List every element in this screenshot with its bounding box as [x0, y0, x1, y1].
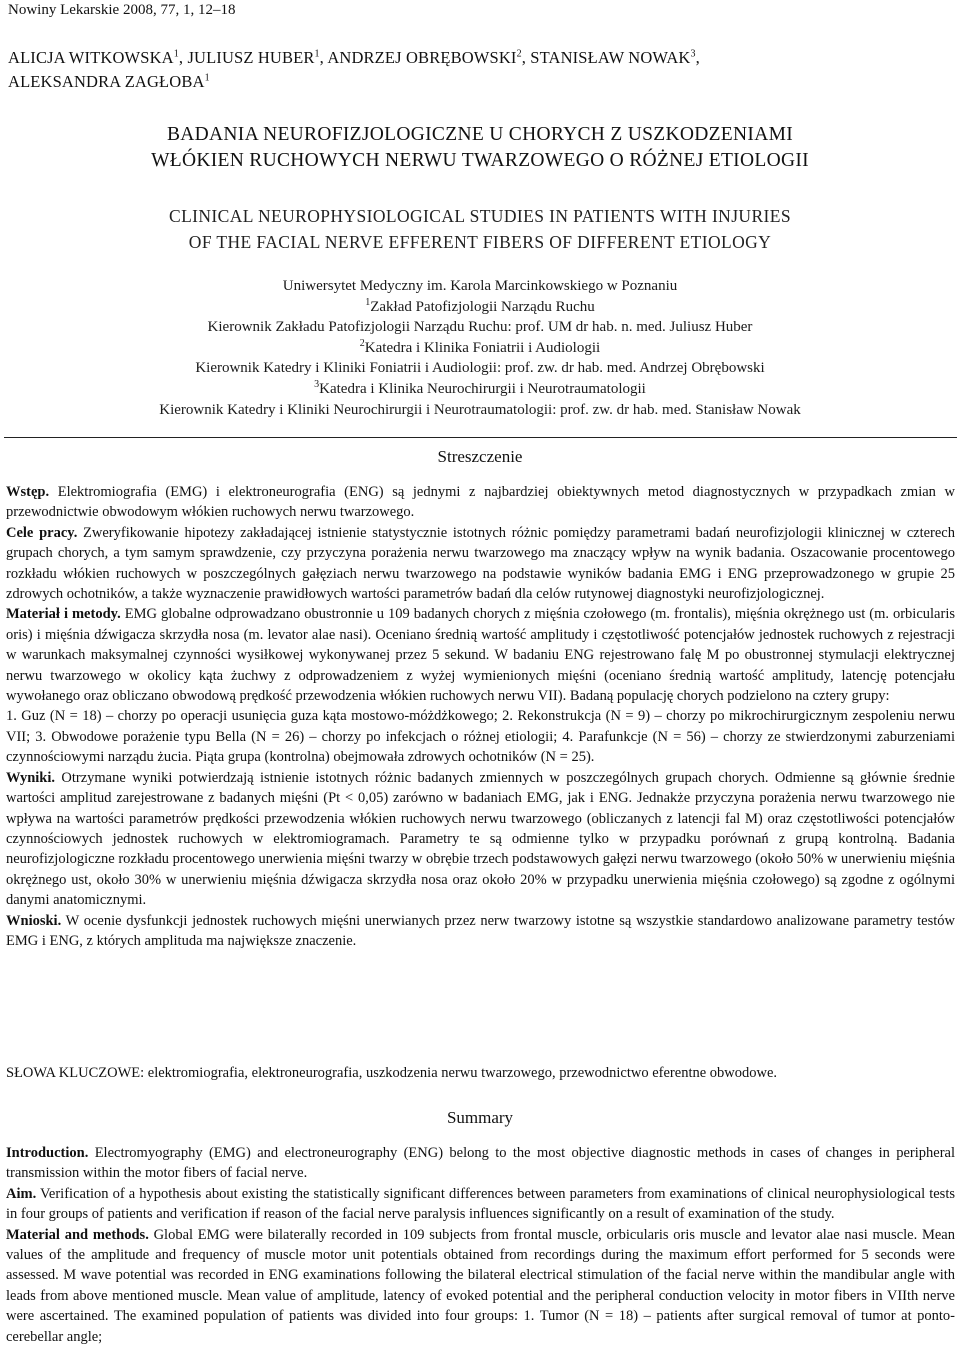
- title-polish-line: WŁÓKIEN RUCHOWYCH NERWU TWARZOWEGO O RÓŻNEJ ETIOLOGII: [151, 150, 809, 171]
- paragraph-text: Global EMG were bilaterally recorded in 109 subjects from frontal muscle, orbicularis oris muscle and levator alae nasi muscle. Mean values of the amplitude and frequency of muscle motor unit potentials obtained from recordings during the maximum effort performed for 5 seconds were assessed. M wave potential was recorded in ENG examinations following the bilateral electrical stimulation of the facial nerve within the mandibular angle with leads from above mentioned muscle. Mean value of amplitude, latency of evoked potential and the peripheral conduction velocity in motor fibers in VIIth nerve were ascertained. The examined population of patients was divided into four groups: 1. Tumor (N = 18) – patients after surgical removal of tumor at ponto-cerebellar angle;: [6, 1226, 955, 1345]
- author-separator: ,: [695, 48, 700, 67]
- abstract-paragraph: [6, 482, 955, 523]
- abstract-paragraph: [6, 1184, 955, 1225]
- paragraph-label: Material and methods.: [6, 1226, 149, 1243]
- title-english: [0, 203, 960, 255]
- affiliation-mark: 3: [314, 378, 320, 390]
- title-english-line: OF THE FACIAL NERVE EFFERENT FIBERS OF DIFFERENT ETIOLOGY: [188, 232, 772, 252]
- section-divider: [4, 437, 957, 438]
- abstract-paragraph: [6, 604, 955, 706]
- abstract-heading-english: Summary: [446, 1108, 514, 1127]
- author-name: STANISŁAW NOWAK: [530, 48, 691, 67]
- paragraph-text: Zweryfikowanie hipotezy zakładającej istnienie statystycznie istotnych różnic pomiędzy parametrami badań neurofizjologii klinicznej w czterech grupach chorych, a tym samym sprawdzenie, czy przyczyna porażenia nerwu twarzowego ma znaczący wpływ na wynik badania. Oszacowanie procentowego rozkładu włókien ruchowych w poszczególnych gałęziach nerwu twarzowego na podstawie wyników badania EMG i ENG przeprowadzonego w grupie 25 zdrowych ochotników, a także wyznaczenie prawidłowych wartości parametrów badań dla celów rutynowej diagnostyki neurofizjologicznej.: [6, 524, 955, 603]
- abstract-english: [6, 1143, 955, 1347]
- author-affiliation-mark: 1: [314, 48, 320, 60]
- author-name: ALICJA WITKOWSKA: [8, 48, 174, 67]
- title-polish-line: BADANIA NEUROFIZJOLOGICZNE U CHORYCH Z USZKODZENIAMI: [166, 124, 794, 145]
- author-affiliation-mark: 1: [173, 48, 179, 60]
- author-name: JULIUSZ HUBER: [187, 48, 315, 67]
- paragraph-label: Cele pracy.: [6, 524, 78, 541]
- author-separator: ,: [521, 48, 531, 67]
- abstract-paragraph: [6, 768, 955, 911]
- abstract-polish: [6, 482, 955, 951]
- author-affiliation-mark: 3: [690, 48, 696, 60]
- title-english-line: CLINICAL NEUROPHYSIOLOGICAL STUDIES IN PATIENTS WITH INJURIES: [169, 206, 791, 226]
- paragraph-text: Verification of a hypothesis about existing the statistically significant differences between parameters from examinations of clinical neurophysiological tests in four groups of patients and verification if reason of the facial nerve paralysis influences significantly on a result of examination of the study.: [6, 1185, 955, 1223]
- department-3: [0, 379, 960, 400]
- paragraph-label: Wstęp.: [6, 484, 50, 500]
- abstract-paragraph: [6, 1225, 955, 1347]
- keywords: SŁOWA KLUCZOWE: elektromiografia, elektroneurografia, uszkodzenia nerwu twarzowego, przewodnictwo eferentne obwodowe.: [6, 1065, 778, 1081]
- department-name: Zakład Patofizjologii Narządu Ruchu: [370, 298, 595, 315]
- university-name: Uniwersytet Medyczny im. Karola Marcinkowskiego w Poznaniu: [282, 278, 678, 294]
- department-1: [0, 297, 960, 318]
- department-2-head: Kierownik Katedry i Kliniki Foniatrii i Audiologii: prof. zw. dr hab. med. Andrzej Obrębowski: [195, 360, 765, 377]
- paragraph-text: Otrzymane wyniki potwierdzają istnienie istotnych różnic badanych zmiennych w poszczególnych grupach chorych. Odmienne są głównie średnie wartości amplitud zarejestrowane z badanych mięśni (Pt < 0,05) zarówno w badaniach EMG, jak i ENG. Jednakże przyczyna porażenia nerwu twarzowego nie wpływa na wartości parametrów prędkości przewodzenia włókien ruchowych nerwu twarzowego (obliczanych z latencji fal M) oraz częstotliwości potencjałów czynnościowych jednostek ruchowych w elektromiogramach. Parametry te są odmienne tylko w przypadku porównań z grupą kontrolną. Badania neurofizjologiczne rozkładu procentowego unerwienia mięśni twarzy w obrębie trzech podstawowych gałęzi nerwu twarzowego (około 50% w unerwieniu mięśnia okrężnego ust, około 30% w unerwieniu mięśnia dźwigacza skrzydła nosa oraz około 20% w przypadku unerwienia mięśnia czołowego) są zgodne z ogólnymi danymi anatomicznymi.: [6, 769, 956, 909]
- author-separator: ,: [319, 48, 328, 67]
- journal-reference: Nowiny Lekarskie 2008, 77, 1, 12–18: [8, 2, 236, 18]
- author-affiliation-mark: 1: [204, 72, 210, 84]
- paragraph-text: EMG globalne odprowadzano obustronnie u 109 badanych chorych z mięśnia czołowego (m. frontalis), mięśnia okrężnego ust (m. orbicularis oris) i mięśnia dźwigacza skrzydła nosa (m. levator alae nasi). Oceniano średnią wartość amplitudy i częstotliwość potencjałów jednostek ruchowych z rejestracji w warunkach maksymalnej czynności wysiłkowej wykonywanej przez 5 sekund. W badaniu ENG rejestrowano falę M po obustronnej stymulacji elektrycznej nerwu twarzowego w okolicy kąta żuchwy z odprowadzeniem z wyżej wymienionych mięśni (oceniano średnią wartość amplitudy, latencję potencjału wywołanego oraz obliczano obwodową prędkość przewodzenia włókien ruchowych nerwu VII). Badaną populację chorych podzielono na cztery grupy:: [6, 606, 955, 705]
- abstract-paragraph: [6, 911, 955, 952]
- title-polish: [0, 122, 960, 174]
- paragraph-text: Electromyography (EMG) and electroneurography (ENG) belong to the most objective diagnostic methods in cases of changes in peripheral transmission within the motor fibers of facial nerve.: [6, 1145, 955, 1182]
- paragraph-label: Introduction.: [6, 1145, 89, 1161]
- department-name: Katedra i Klinika Neurochirurgii i Neurotraumatologii: [319, 380, 646, 397]
- paragraph-label: Aim.: [6, 1185, 37, 1202]
- author-list: [8, 46, 948, 94]
- paragraph-text: 1. Guz (N = 18) – chorzy po operacji usunięcia guza kąta mostowo-móżdżkowego; 2. Rekonstrukcja (N = 9) – chorzy po mikrochirurgicznym zespoleniu nerwu VII; 3. Obwodowe porażenie typu Bella (N = 26) – chorzy po infekcjach o różnej etiologii; 4. Parafunkcje (N = 56) – chorzy ze stwierdzonymi zaburzeniami czynnościowymi narządu żucia. Piąta grupa (kontrolna) obejmowała zdrowych ochotników (N = 25).: [6, 708, 955, 766]
- department-2: [0, 338, 960, 359]
- author-separator: ,: [178, 48, 188, 67]
- affiliation-mark: 1: [365, 296, 371, 308]
- author-name: ANDRZEJ OBRĘBOWSKI: [327, 48, 517, 67]
- abstract-paragraph: [6, 523, 955, 605]
- affiliations: [0, 276, 960, 420]
- paragraph-label: Wnioski.: [6, 912, 62, 929]
- abstract-paragraph: [6, 1143, 955, 1184]
- paragraph-label: Materiał i metody.: [6, 606, 121, 623]
- abstract-paragraph: [6, 706, 955, 767]
- paragraph-text: Elektromiografia (EMG) i elektroneurografia (ENG) są jednymi z najbardziej obiektywnych metod diagnostycznych w przypadkach zmian w przewodnictwie obwodowym włókien ruchowych nerwu twarzowego.: [6, 484, 955, 521]
- abstract-heading-polish: Streszczenie: [437, 447, 523, 466]
- department-1-head: Kierownik Zakładu Patofizjologii Narządu Ruchu: prof. UM dr hab. n. med. Juliusz Huber: [207, 319, 753, 336]
- author-name: ALEKSANDRA ZAGŁOBA: [8, 72, 205, 91]
- paragraph-text: W ocenie dysfunkcji jednostek ruchowych mięśni unerwianych przez nerw twarzowy istotne są wszystkie standardowo analizowane parametry testów EMG i ENG, z których amplituda ma największe znaczenie.: [6, 912, 955, 949]
- author-affiliation-mark: 2: [516, 48, 522, 60]
- paragraph-label: Wyniki.: [6, 769, 56, 786]
- department-name: Katedra i Klinika Foniatrii i Audiologii: [364, 339, 601, 356]
- department-3-head: Kierownik Katedry i Kliniki Neurochirurgii i Neurotraumatologii: prof. zw. dr hab. med. Stanisław Nowak: [159, 401, 801, 418]
- affiliation-mark: 2: [359, 337, 365, 349]
